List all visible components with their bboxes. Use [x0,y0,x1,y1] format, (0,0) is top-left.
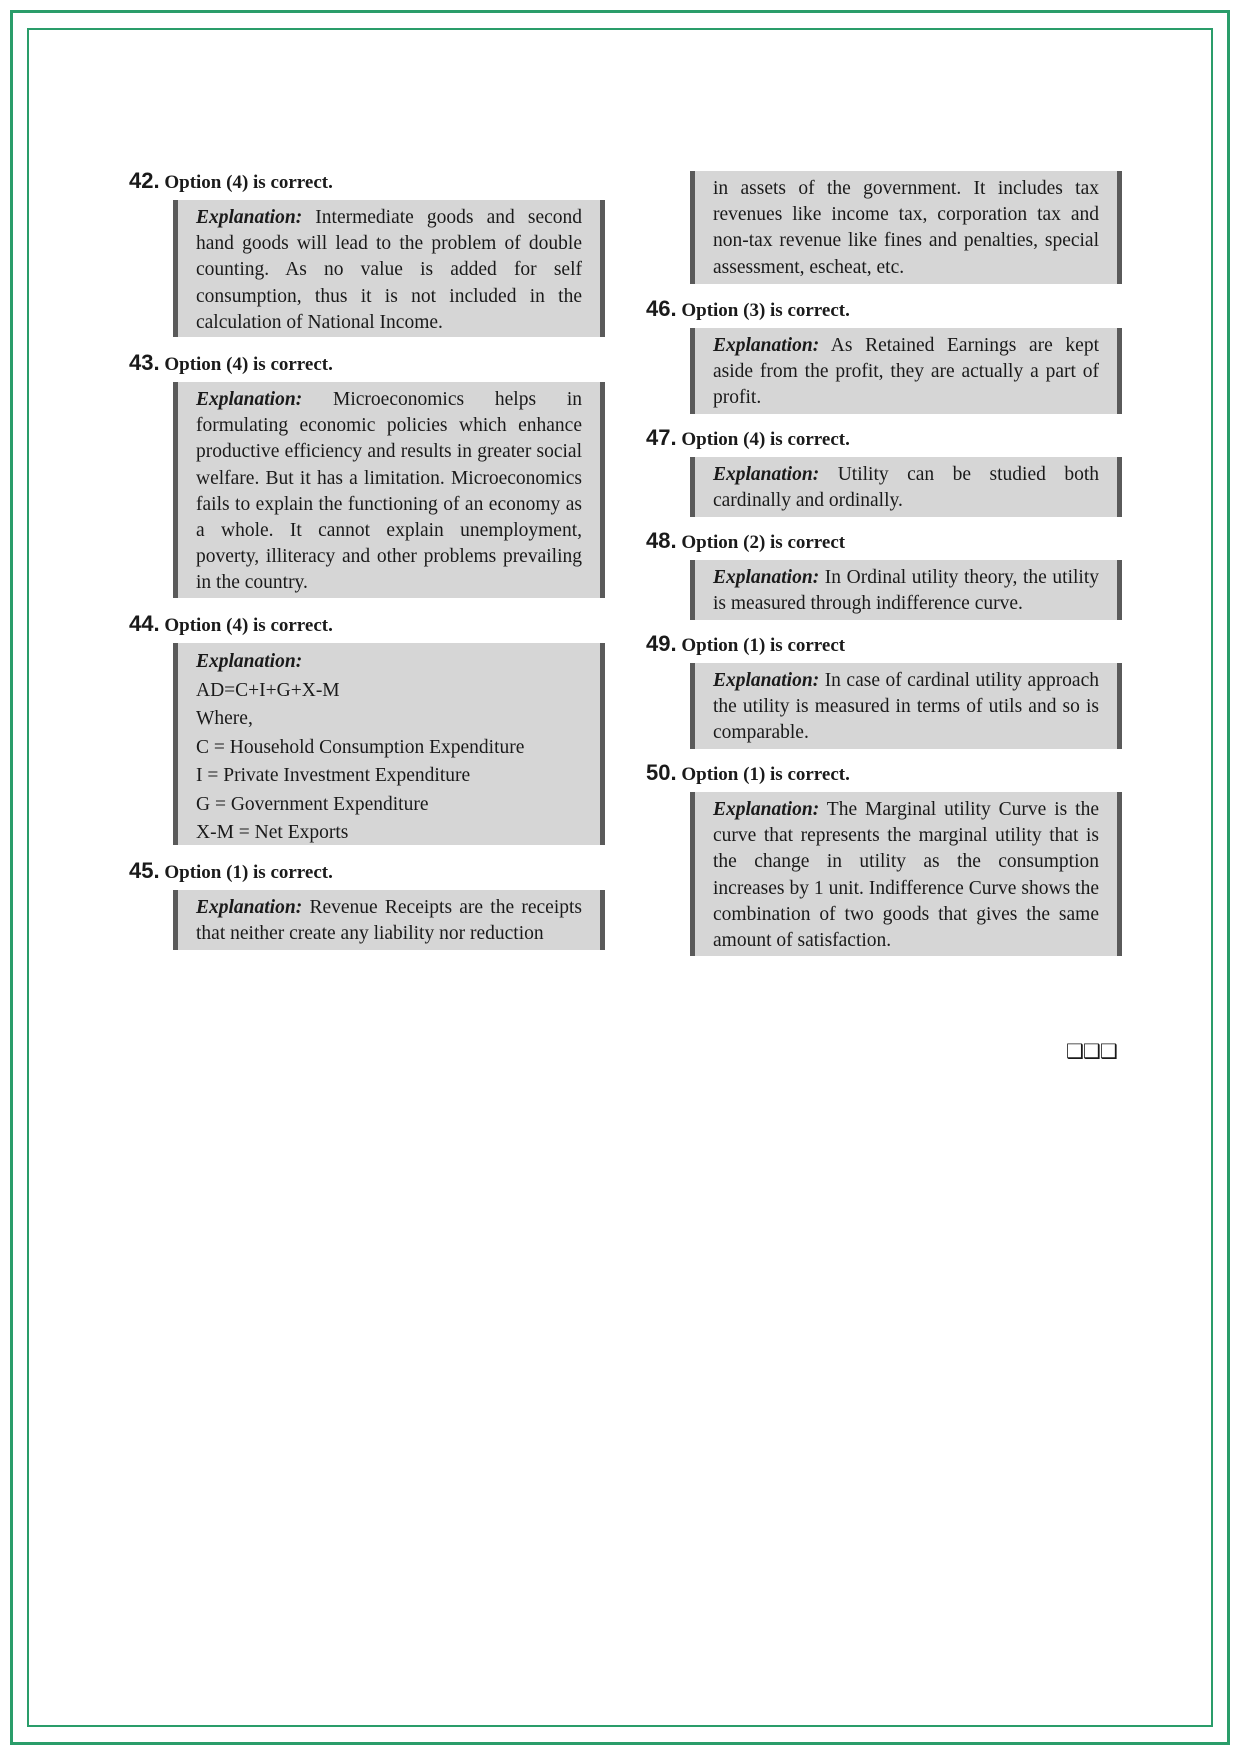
explanation-text: Intermediate goods and second hand goods will lead to the problem of double counting. As no value is added for self consumption, thus it is not included in the calculation of National Income. [196,207,582,333]
question-number: 46. [646,296,677,321]
explanation-label: Explanation: [196,651,303,672]
explanation-box [690,560,1122,620]
end-of-section-mark: ❑❑❑ [1066,1039,1117,1063]
explanation-box [173,890,605,950]
answer-text: Option (1) is correct. [681,764,850,785]
explanation-box [173,643,605,845]
explanation-box [690,792,1122,956]
question-42 [129,168,609,337]
explanation-text: The Marginal utility Curve is the curve that represents the marginal utility that is the change in utility as the consumption increases by 1 unit. Indifference Curve shows the combination of two goods that gives the same amount of satisfaction. [713,799,1099,952]
explanation-label: Explanation: [713,670,820,691]
explanation-label: Explanation: [196,207,303,228]
answer-text: Option (1) is correct. [164,862,333,883]
explanation-text: Utility can be studied both cardinally and ordinally. [713,464,1099,512]
question-45 [129,858,609,950]
formula-line: G = Government Expenditure [196,793,429,815]
explanation-label: Explanation: [713,335,820,356]
question-43 [129,350,609,598]
left-column [129,168,609,950]
question-number: 48. [646,528,677,553]
question-46 [646,296,1126,414]
explanation-text: Microeconomics helps in formulating economic policies which enhance productive efficiency and results in greater social welfare. But it has a limitation. Microeconomics fails to explain the functioning of an economy as a whole. It cannot explain unemployment, poverty, illiteracy and other problems prevailing in the country. [196,389,583,594]
question-number: 44. [129,611,160,636]
question-50 [646,760,1126,956]
question-number: 45. [129,858,160,883]
explanation-label: Explanation: [713,464,820,485]
question-49 [646,631,1126,749]
question-number: 42. [129,168,160,193]
answer-text: Option (3) is correct. [681,300,850,321]
formula-line: I = Private Investment Expenditure [196,765,471,786]
answer-text: Option (4) is correct. [164,172,333,193]
explanation-label: Explanation: [713,799,820,820]
explanation-text: In Ordinal utility theory, the utility is measured through indifference curve. [713,567,1099,615]
explanation-label: Explanation: [196,389,303,410]
formula-line: C = Household Consumption Expenditure [196,736,525,758]
explanation-text: As Retained Earnings are kept aside from the profit, they are actually a part of profit. [713,335,1099,409]
explanation-text: In case of cardinal utility approach the utility is measured in terms of utils and so is comparable. [713,670,1099,744]
question-number: 49. [646,631,677,656]
question-48 [646,528,1126,620]
explanation-box [690,663,1122,749]
explanation-box [173,382,605,598]
answer-text: Option (4) is correct. [164,615,333,636]
formula-line: Where, [196,708,253,729]
explanation-box [690,457,1122,517]
formula-line: X-M = Net Exports [196,822,349,843]
explanation-text: Revenue Receipts are the receipts that neither create any liability nor reduction [196,897,582,945]
question-44 [129,611,609,845]
answer-text: Option (4) is correct. [681,429,850,450]
explanation-box-continued [690,171,1122,284]
question-number: 47. [646,425,677,450]
formula-line: AD=C+I+G+X-M [196,679,340,701]
answer-text: Option (2) is correct [681,532,846,553]
question-number: 50. [646,760,677,785]
explanation-box [173,200,605,337]
explanation-label: Explanation: [713,567,820,588]
answer-text: Option (1) is correct [681,635,846,656]
explanation-label: Explanation: [196,897,303,918]
answer-text: Option (4) is correct. [164,354,333,375]
question-47 [646,425,1126,517]
explanation-text: in assets of the government. It includes tax revenues like income tax, corporation tax and non-tax revenue like fines and penalties, special assessment, escheat, etc. [713,178,1099,278]
question-number: 43. [129,350,160,375]
explanation-box [690,328,1122,414]
